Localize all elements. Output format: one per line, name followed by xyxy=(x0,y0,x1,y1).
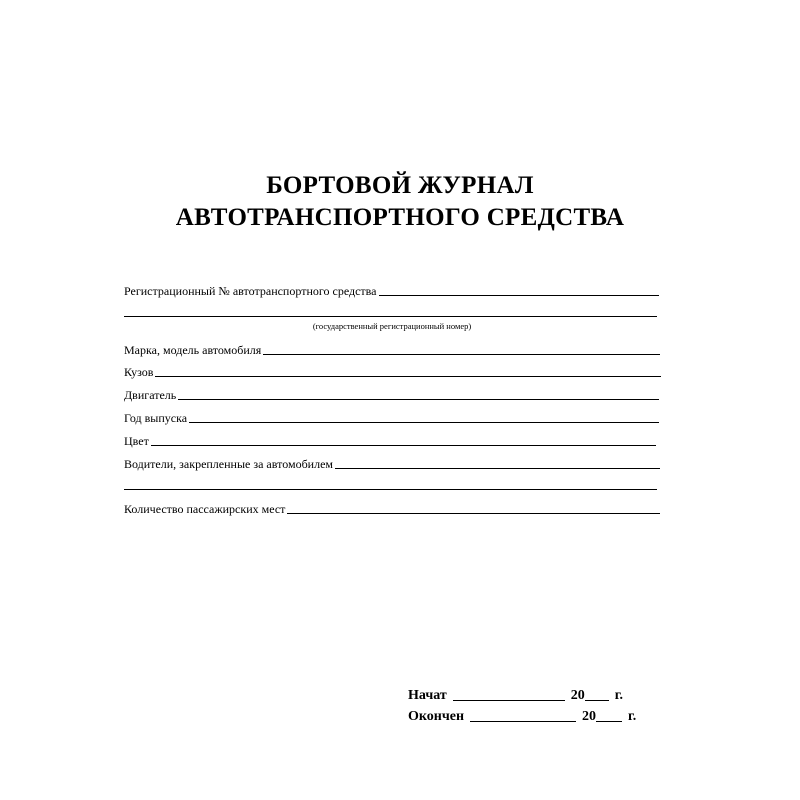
finished-date-field[interactable] xyxy=(470,721,576,722)
seats-field[interactable] xyxy=(287,513,660,514)
registration-field-line-2[interactable] xyxy=(124,316,657,317)
drivers-label: Водители, закрепленные за автомобилем xyxy=(124,457,334,471)
engine-row xyxy=(124,385,659,401)
year-field[interactable] xyxy=(189,422,659,423)
year-label: Год выпуска xyxy=(124,411,188,425)
registration-row xyxy=(124,281,659,297)
body-label: Кузов xyxy=(124,365,154,379)
year-row xyxy=(124,408,659,424)
document-title-line-1: БОРТОВОЙ ЖУРНАЛ xyxy=(266,172,534,199)
drivers-field-line-2[interactable] xyxy=(124,489,657,490)
brand-label: Марка, модель автомобиля xyxy=(124,343,262,357)
seats-row xyxy=(124,499,660,515)
color-field[interactable] xyxy=(151,445,656,446)
finished-year-suffix: г. xyxy=(628,709,637,724)
finished-year-field[interactable] xyxy=(596,721,622,722)
started-row xyxy=(408,689,623,703)
started-year-prefix: 20 xyxy=(570,688,585,703)
registration-field[interactable] xyxy=(379,295,660,296)
finished-row xyxy=(408,710,636,724)
started-label: Начат xyxy=(408,688,447,703)
registration-label: Регистрационный № автотранспортного средства xyxy=(124,284,377,298)
color-row xyxy=(124,431,656,447)
engine-field[interactable] xyxy=(178,399,659,400)
body-field[interactable] xyxy=(155,376,661,377)
seats-label: Количество пассажирских мест xyxy=(124,502,286,516)
engine-label: Двигатель xyxy=(124,388,177,402)
started-year-suffix: г. xyxy=(614,688,624,703)
finished-label: Окончен xyxy=(408,709,465,724)
started-year-field[interactable] xyxy=(585,700,609,701)
brand-row xyxy=(124,340,660,356)
document-title-line-2: АВТОТРАНСПОРТНОГО СРЕДСТВА xyxy=(175,204,625,231)
color-label: Цвет xyxy=(124,434,149,448)
drivers-row xyxy=(124,454,660,470)
body-row xyxy=(124,362,661,378)
finished-year-prefix: 20 xyxy=(582,709,597,724)
brand-field[interactable] xyxy=(263,354,660,355)
drivers-field[interactable] xyxy=(335,468,660,469)
registration-caption: (государственный регистрационный номер) xyxy=(312,321,472,331)
started-date-field[interactable] xyxy=(453,700,565,701)
